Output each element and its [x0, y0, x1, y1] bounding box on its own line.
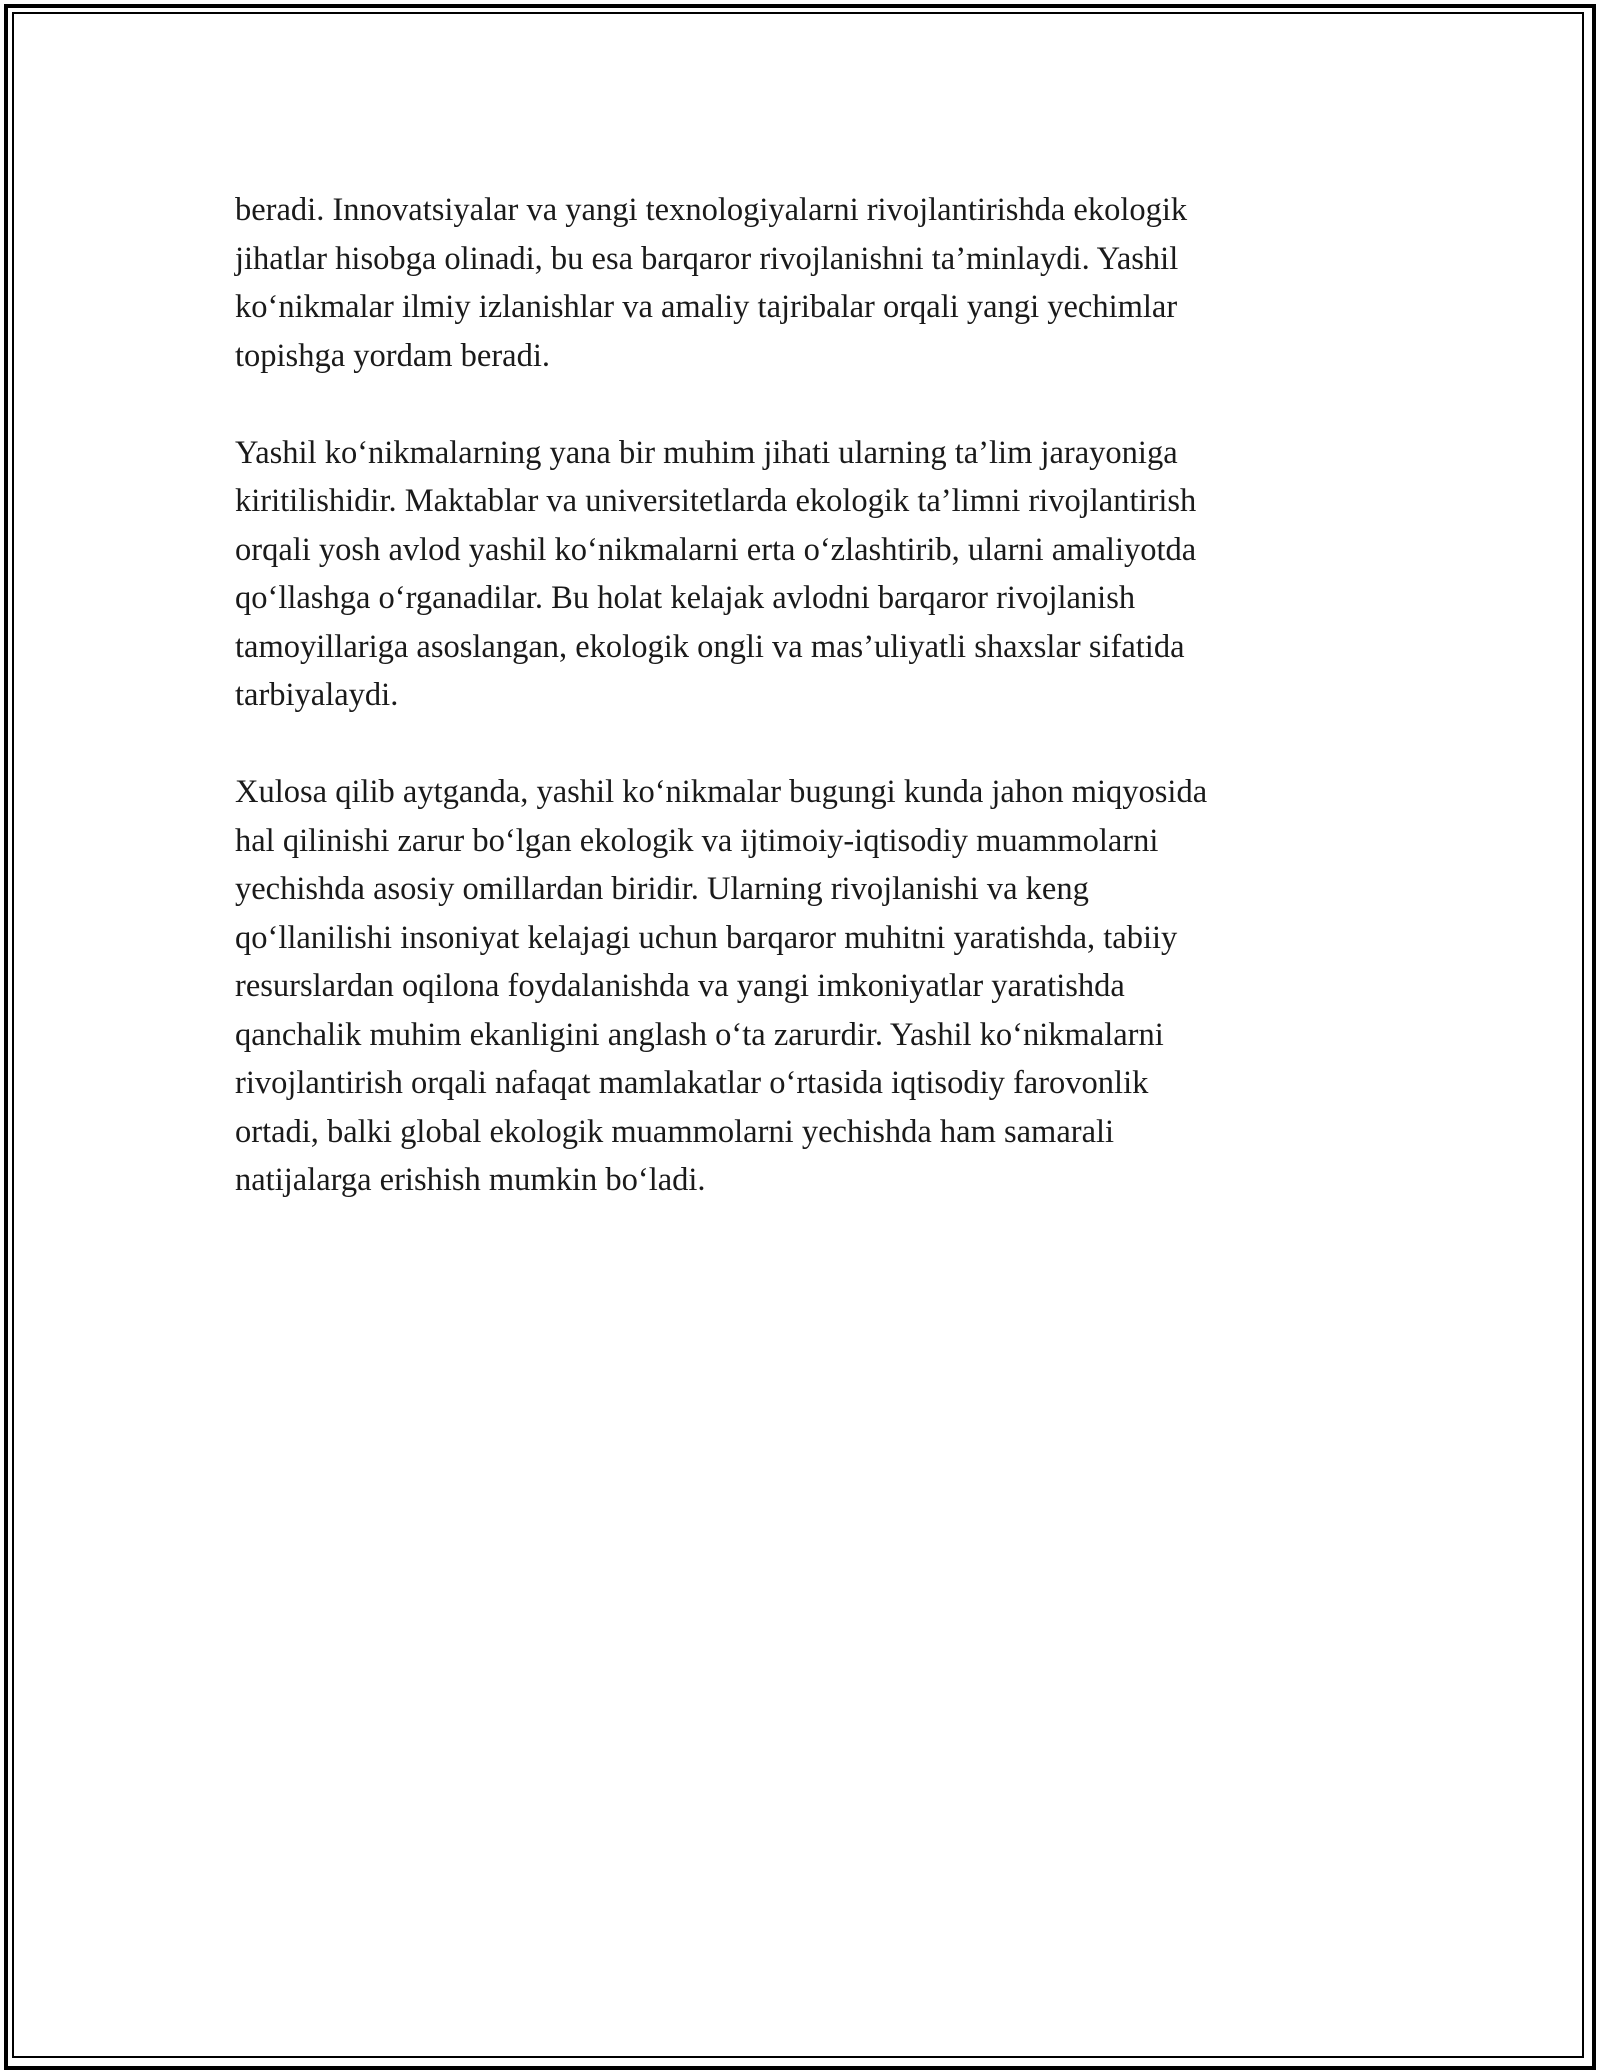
text-line: ortadi, balki global ekologik muammolarni yechishda ham samarali	[235, 1113, 1115, 1150]
text-line: ko‘nikmalar ilmiy izlanishlar va amaliy tajribalar orqali yangi yechimlar	[235, 289, 1178, 325]
text-line: jihatlar hisobga olinadi, bu esa barqaror rivojlanishni ta’minlaydi. Yashil	[235, 240, 1179, 277]
text-line: tamoyillariga asoslangan, ekologik ongli va mas’uliyatli shaxslar sifatida	[235, 628, 1185, 665]
text-line: orqali yosh avlod yashil ko‘nikmalarni erta o‘zlashtirib, ularni amaliyotda	[235, 531, 1197, 568]
text-line: qo‘llashga o‘rganadilar. Bu holat kelajak avlodni barqaror rivojlanish	[235, 580, 1136, 616]
text-line: Xulosa qilib aytganda, yashil ko‘nikmalar bugungi kunda jahon miqyosida	[235, 774, 1208, 810]
paragraph-3	[235, 768, 1365, 1205]
text-line: topishga yordam beradi.	[235, 337, 550, 374]
paragraph-1	[235, 186, 1365, 380]
text-line: Yashil ko‘nikmalarning yana bir muhim jihati ularning ta’lim jarayoniga	[235, 434, 1178, 471]
text-line: rivojlantirish orqali nafaqat mamlakatlar o‘rtasida iqtisodiy farovonlik	[235, 1065, 1149, 1101]
paragraph-2	[235, 429, 1365, 720]
text-line: resurslardan oqilona foydalanishda va yangi imkoniyatlar yaratishda	[235, 968, 1125, 1004]
text-line: tarbiyalaydi.	[235, 677, 399, 713]
text-line: hal qilinishi zarur bo‘lgan ekologik va ijtimoiy-iqtisodiy muammolarni	[235, 822, 1159, 859]
text-line: yechishda asosiy omillardan biridir. Ularning rivojlanishi va keng	[235, 871, 1089, 907]
text-line: beradi. Innovatsiyalar va yangi texnologiyalarni rivojlantirishda ekologik	[235, 192, 1188, 228]
text-line: qanchalik muhim ekanligini anglash o‘ta zarurdir. Yashil ko‘nikmalarni	[235, 1016, 1164, 1053]
text-line: kiritilishidir. Maktablar va universitetlarda ekologik ta’limni rivojlantirish	[235, 483, 1197, 519]
text-line: qo‘llanilishi insoniyat kelajagi uchun barqaror muhitni yaratishda, tabiiy	[235, 919, 1178, 956]
document-body	[235, 186, 1365, 1253]
text-line: natijalarga erishish mumkin bo‘ladi.	[235, 1162, 706, 1198]
